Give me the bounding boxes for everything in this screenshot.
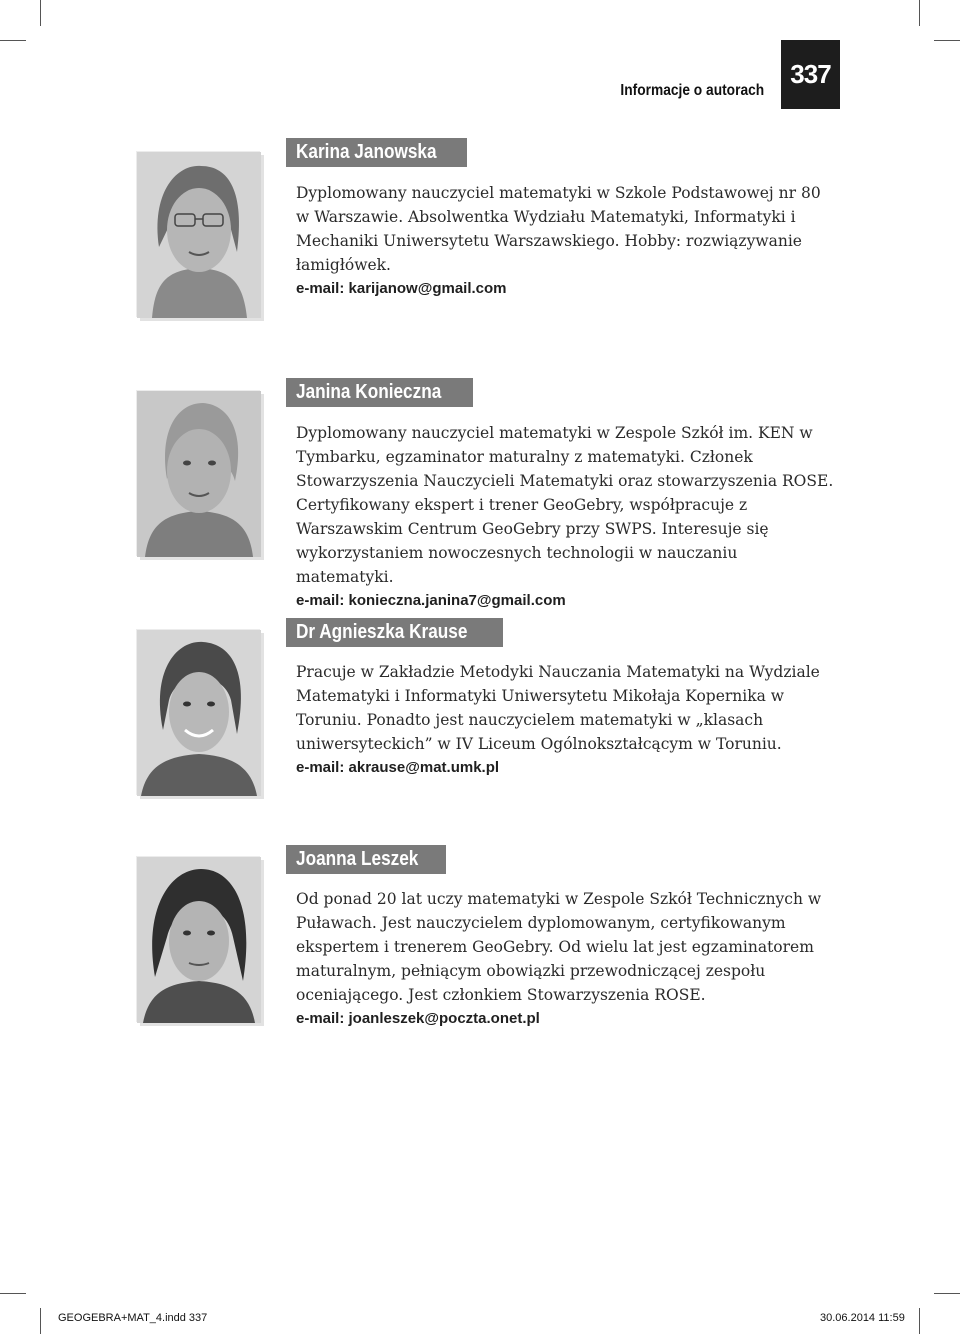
author-email: e-mail: joanleszek@poczta.onet.pl (296, 1010, 540, 1027)
crop-mark (919, 0, 920, 26)
page-number: 337 (781, 40, 840, 109)
author-email: e-mail: konieczna.janina7@gmail.com (296, 592, 566, 609)
section-title: Informacje o autorach (620, 82, 764, 99)
author-name: Joanna Leszek (286, 845, 446, 874)
author-email: e-mail: karijanow@gmail.com (296, 280, 507, 297)
bio-text: Dyplomowany nauczyciel matematyki w Szkole Podstawowej nr 80 w Warszawie. Absolwentka Wydziału Matematyki, Informatyki i Mechaniki Uniwersytetu Warszawskiego. Hobby: rozwiązywanie łamigłówek. (296, 184, 821, 274)
crop-mark (934, 40, 960, 41)
footer-file-name: GEOGEBRA+MAT_4.indd 337 (58, 1312, 208, 1324)
author-photo (137, 630, 261, 796)
bio-text: Od ponad 20 lat uczy matematyki w Zespole Szkół Technicznych w Puławach. Jest nauczycielem dyplomowanym, certyfikowanym ekspertem i trenerem GeoGebry. Od wielu lat jest egzaminatorem maturalnym, pełniącym obowiązki przewodniczącej zespołu oceniającego. Jest członkiem Stowarzyszenia ROSE. (296, 890, 822, 1004)
author-name: Karina Janowska (286, 138, 467, 167)
bio-text: Pracuje w Zakładzie Metodyki Nauczania Matematyki na Wydziale Matematyki i Informatyki Uniwersytetu Mikołaja Kopernika w Toruniu. Ponadto jest nauczycielem matematyki w „klasach uniwersyteckich” w IV Liceum Ogólnokształcącym w Toruniu. (296, 663, 820, 753)
crop-mark (0, 40, 26, 41)
author-bio (296, 421, 836, 613)
author-bio (296, 660, 836, 780)
crop-mark (934, 1293, 960, 1294)
author-photo (137, 152, 261, 318)
author-name: Dr Agnieszka Krause (286, 618, 503, 647)
author-bio (296, 887, 836, 1031)
author-bio (296, 181, 836, 301)
author-photo (137, 391, 261, 557)
crop-mark (40, 1308, 41, 1334)
crop-mark (0, 1293, 26, 1294)
author-photo (137, 857, 261, 1023)
crop-mark (40, 0, 41, 26)
bio-text: Dyplomowany nauczyciel matematyki w Zespole Szkół im. KEN w Tymbarku, egzaminator maturalny z matematyki. Członek Stowarzyszenia Nauczycieli Matematyki oraz stowarzyszenia ROSE. Certyfikowany ekspert i trener GeoGebry, współpracuje z Warszawskim Centrum GeoGebry przy SWPS. Interesuje się wykorzystaniem nowoczesnych technologii w nauczaniu matematyki. (296, 424, 834, 586)
footer-timestamp: 30.06.2014 11:59 (820, 1312, 905, 1324)
author-name: Janina Konieczna (286, 378, 473, 407)
crop-mark (919, 1308, 920, 1334)
author-email: e-mail: akrause@mat.umk.pl (296, 759, 500, 776)
